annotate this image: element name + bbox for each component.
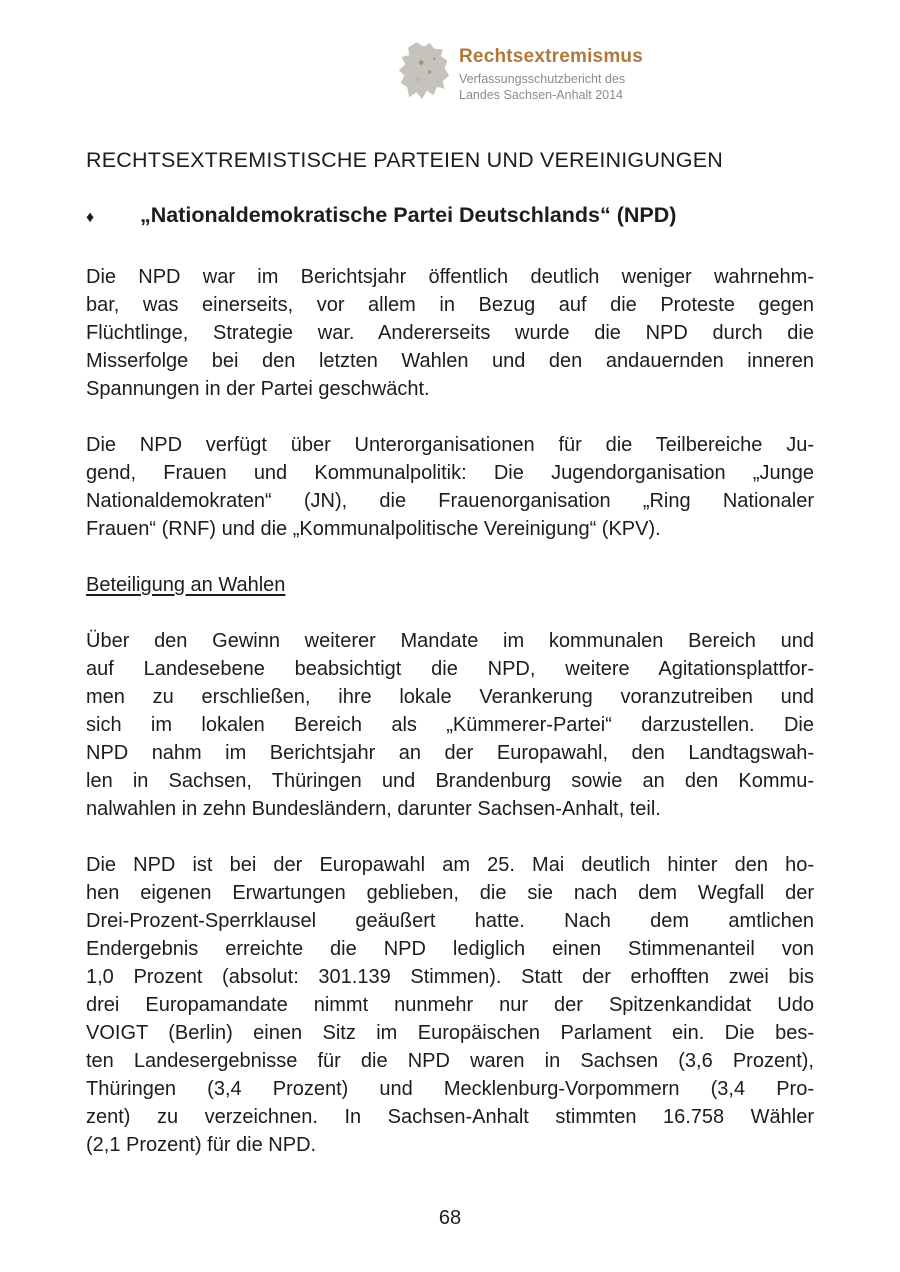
text-line: ten Landesergebnisse für die NPD waren in Sachsen (3,6 Prozent),: [86, 1050, 814, 1072]
page-number: 68: [438, 1207, 462, 1229]
text-line: Spannungen in der Partei geschwächt.: [86, 378, 430, 400]
text-line: drei Europamandate nimmt nunmehr nur der Spitzenkandidat Udo: [86, 994, 814, 1016]
report-header: [396, 40, 643, 103]
text-line: Misserfolge bei den letzten Wahlen und den andauernden inneren: [86, 350, 814, 372]
document-body: [86, 263, 814, 1159]
party-heading: „Nationaldemokratische Partei Deutschlands“ (NPD): [140, 203, 677, 227]
text-line: Die NPD verfügt über Unterorganisationen für die Teilbereiche Ju-: [86, 434, 814, 456]
text-line: men zu erschließen, ihre lokale Verankerung voranzutreiben und: [86, 686, 814, 708]
party-heading-line: [86, 201, 814, 232]
paragraph: [86, 431, 814, 543]
text-line: (2,1 Prozent) für die NPD.: [86, 1134, 317, 1156]
text-line: Nationaldemokraten“ (JN), die Frauenorganisation „Ring Nationaler: [86, 490, 814, 512]
paragraph: [86, 263, 814, 403]
text-line: auf Landesebene beabsichtigt die NPD, weitere Agitationsplattfor-: [86, 658, 814, 680]
text-line: 1,0 Prozent (absolut: 301.139 Stimmen). Statt der erhofften zwei bis: [86, 966, 814, 988]
paragraph: [86, 851, 814, 1159]
text-line: gend, Frauen und Kommunalpolitik: Die Jugendorganisation „Junge: [86, 462, 814, 484]
document-content: [86, 146, 814, 1187]
text-line: nalwahlen in zehn Bundesländern, darunter Sachsen-Anhalt, teil.: [86, 798, 661, 820]
text-line: Über den Gewinn weiterer Mandate im kommunalen Bereich und: [86, 630, 814, 652]
text-line: Frauen“ (RNF) und die „Kommunalpolitische Vereinigung“ (KPV).: [86, 518, 661, 540]
paragraph: [86, 627, 814, 823]
text-line: Die NPD war im Berichtsjahr öffentlich deutlich weniger wahrnehm-: [86, 266, 814, 288]
report-header-text: [459, 40, 643, 103]
text-line: len in Sachsen, Thüringen und Brandenburg sowie an den Kommu-: [86, 770, 814, 792]
text-line: Die NPD ist bei der Europawahl am 25. Mai deutlich hinter den ho-: [86, 854, 814, 876]
report-title: Rechtsextremismus: [459, 46, 643, 67]
section-subheading: Beteiligung an Wahlen: [86, 574, 286, 596]
chapter-heading: RECHTSEXTREMISTISCHE PARTEIEN UND VEREINIGUNGEN: [86, 148, 723, 172]
text-line: NPD nahm im Berichtsjahr an der Europawahl, den Landtagswah-: [86, 742, 814, 764]
text-line: zent) zu verzeichnen. In Sachsen-Anhalt stimmten 16.758 Wähler: [86, 1106, 814, 1128]
text-line: Flüchtlinge, Strategie war. Andererseits wurde die NPD durch die: [86, 322, 814, 344]
text-line: bar, was einerseits, vor allem in Bezug auf die Proteste gegen: [86, 294, 814, 316]
diamond-bullet-icon: ♦: [86, 209, 95, 226]
report-subtitle-line2: Landes Sachsen-Anhalt 2014: [459, 88, 624, 102]
text-line: Endergebnis erreichte die NPD lediglich einen Stimmenanteil von: [86, 938, 814, 960]
sachsen-anhalt-map-icon: [396, 40, 452, 102]
text-line: hen eigenen Erwartungen geblieben, die sie nach dem Wegfall der: [86, 882, 814, 904]
text-line: VOIGT (Berlin) einen Sitz im Europäischen Parlament ein. Die bes-: [86, 1022, 814, 1044]
text-line: sich im lokalen Bereich als „Kümmerer-Partei“ darzustellen. Die: [86, 714, 814, 736]
text-line: Drei-Prozent-Sperrklausel geäußert hatte. Nach dem amtlichen: [86, 910, 814, 932]
text-line: Thüringen (3,4 Prozent) und Mecklenburg-Vorpommern (3,4 Pro-: [86, 1078, 814, 1100]
report-subtitle-line1: Verfassungsschutzbericht des: [459, 72, 626, 86]
